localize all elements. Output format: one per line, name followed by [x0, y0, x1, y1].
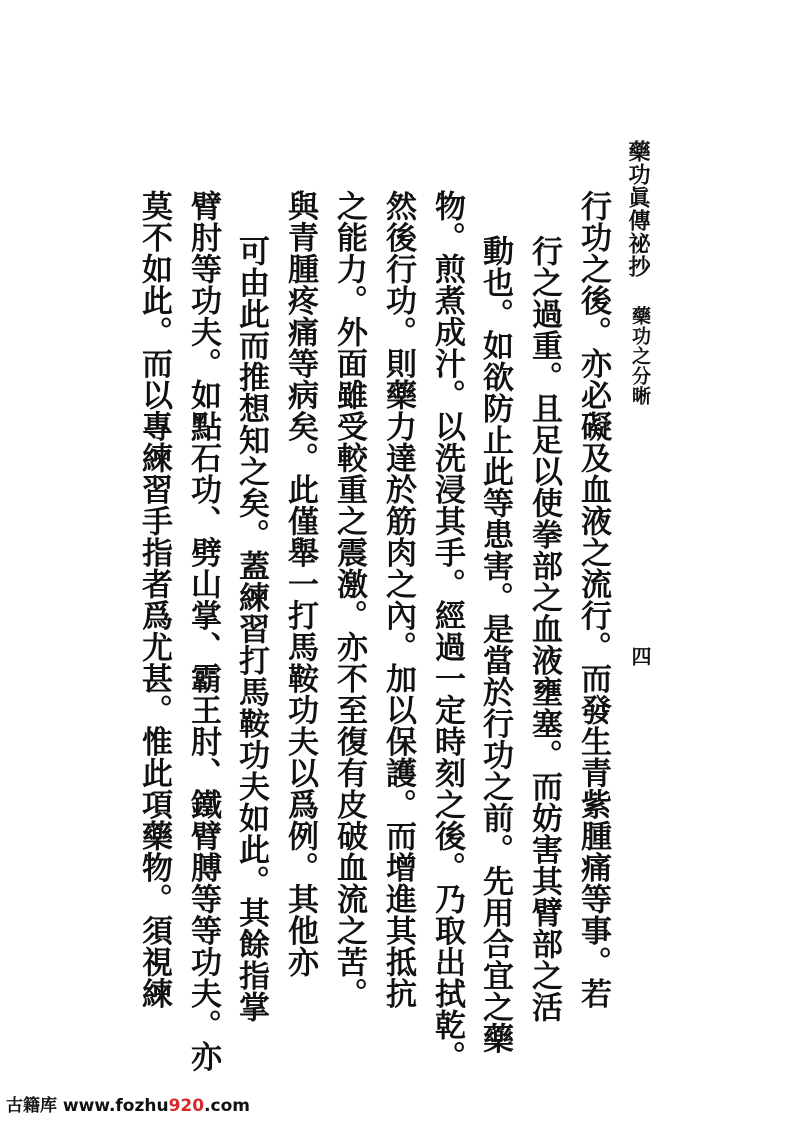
site-url	[63, 1096, 250, 1116]
running-header-title: 藥功眞傳祕抄	[625, 140, 651, 278]
text-column-10: 莫不如此。而以專練習手指者爲尤甚。惟此項藥物。須視練	[136, 190, 172, 1009]
text-column-4: 物。煎煮成汁。以洗浸其手。經過一定時刻之後。乃取出拭乾。	[429, 190, 465, 1072]
site-watermark	[6, 1091, 250, 1116]
text-column-2: 行之過重。且足以使拳部之血液壅塞。而妨害其臂部之活	[526, 235, 562, 1023]
text-column-1: 行功之後。亦必礙及血液之流行。而發生青紫腫痛等事。若	[575, 190, 611, 1009]
text-column-5: 然後行功。則藥力達於筋肉之內。加以保護。而增進其抵抗	[380, 190, 416, 1009]
section-title: 藥功之分晰	[629, 306, 651, 406]
text-column-3: 動也。如欲防止此等患害。是當於行功之前。先用合宜之藥	[477, 235, 513, 1054]
page-number: 四	[628, 646, 652, 666]
url-suffix: .com	[204, 1096, 251, 1116]
text-column-7: 與青腫疼痛等病矣。此僅舉一打馬鞍功夫以爲例。其他亦	[282, 190, 318, 978]
text-column-6: 之能力。外面雖受較重之震激。亦不至復有皮破血流之苦。	[331, 190, 367, 1009]
url-prefix: www.fozhu	[62, 1096, 169, 1116]
text-column-9: 臂肘等功夫。如點石功、劈山掌、霸王肘、鐵臂膊等等功夫。亦	[185, 190, 221, 1072]
url-number: 920	[168, 1096, 205, 1116]
site-name: 古籍库	[6, 1096, 57, 1116]
text-column-8: 可由此而推想知之矣。蓋練習打馬鞍功夫如此。其餘指掌	[233, 235, 269, 1023]
